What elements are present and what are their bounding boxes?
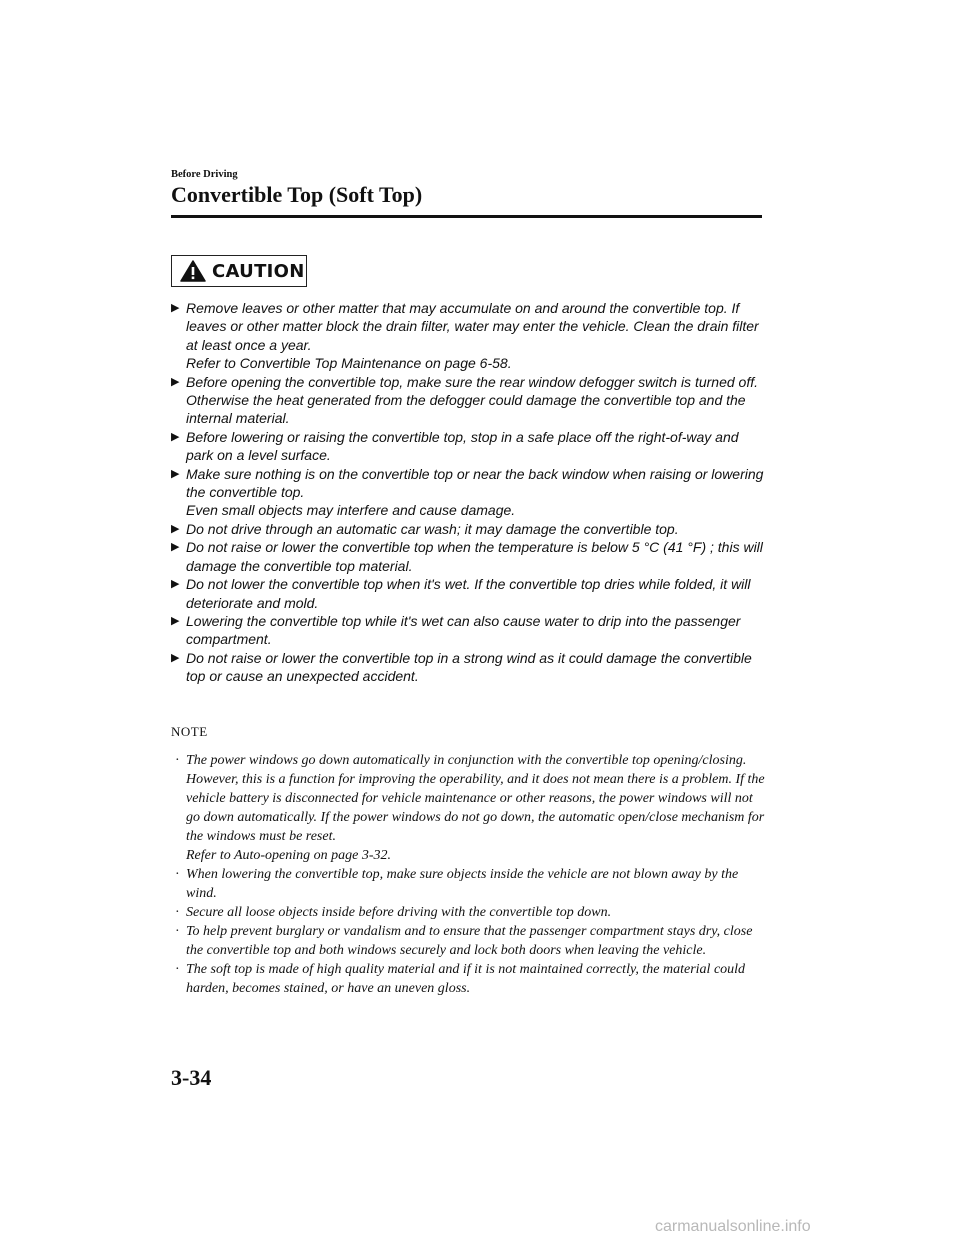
note-list bbox=[171, 751, 766, 998]
caution-item: ▶ Remove leaves or other matter that may accumulate on and around the convertible top. If leaves or other matter block the drain filter, water may enter the vehicle. Clean the drain filter at least once a year. Refer to Convertible Top Maintenance on page 6-58. bbox=[171, 300, 759, 372]
arrow-right-icon: ▶ bbox=[171, 430, 180, 443]
note-item: · To help prevent burglary or vandalism and to ensure that the passenger compartment stays dry, close the convertible top and both windows securely and lock both doors when leaving the vehicle. bbox=[175, 924, 753, 958]
caution-item: ▶ Do not raise or lower the convertible top when the temperature is below 5 °C (41 °F) ; this will damage the convertible top material. bbox=[171, 539, 763, 574]
caution-item: ▶ Lowering the convertible top while it's wet can also cause water to drip into the passenger compartment. bbox=[171, 612, 741, 648]
arrow-right-icon: ▶ bbox=[171, 375, 180, 388]
note-label: NOTE bbox=[171, 724, 208, 739]
arrow-right-icon: ▶ bbox=[171, 614, 180, 627]
caution-item: ▶ Do not raise or lower the convertible top in a strong wind as it could damage the convertible top or cause an unexpected accident. bbox=[171, 649, 752, 685]
caution-item: ▶ Before lowering or raising the convertible top, stop in a safe place off the right-of-way and park on a level surface. bbox=[171, 428, 739, 464]
page-title: Convertible Top (Soft Top) bbox=[171, 182, 423, 207]
caution-list bbox=[171, 299, 766, 686]
caution-extra: Even small objects may interfere and cause damage. bbox=[186, 502, 516, 519]
caution-reference: Refer to Convertible Top Maintenance on page 6-58. bbox=[186, 355, 512, 372]
caution-item: ▶ Before opening the convertible top, make sure the rear window defogger switch is turned off. Otherwise the heat generated from the defogger could damage the convertible top and the internal material. bbox=[171, 373, 758, 427]
caution-item: ▶ Do not lower the convertible top when it's wet. If the convertible top dries while folded, it will deteriorate and mold. bbox=[171, 576, 751, 611]
section-label: Before Driving bbox=[171, 169, 238, 180]
arrow-right-icon: ▶ bbox=[171, 578, 180, 591]
bullet-dot-icon: · bbox=[175, 924, 180, 939]
arrow-right-icon: ▶ bbox=[171, 651, 180, 664]
bullet-dot-icon: · bbox=[175, 867, 180, 882]
arrow-right-icon: ▶ bbox=[171, 522, 180, 535]
note-item: · The power windows go down automatically in conjunction with the convertible top opening/closing. However, this is a function for improving the operability, and it does not mean there is a problem. If the vehicle battery is disconnected for vehicle maintenance or other reasons, the power windows will not go down automatically. If the power windows do not go down, the automatic open/close mechanism for the windows must be reset. Refer to Auto-opening on page 3-32. bbox=[175, 753, 765, 863]
caution-label: CAUTION bbox=[212, 260, 305, 282]
warning-triangle-icon bbox=[180, 260, 206, 282]
arrow-right-icon: ▶ bbox=[171, 467, 180, 480]
note-reference: Refer to Auto-opening on page 3-32. bbox=[186, 848, 392, 863]
bullet-dot-icon: · bbox=[175, 753, 180, 768]
arrow-right-icon: ▶ bbox=[171, 302, 180, 314]
note-item: · Secure all loose objects inside before driving with the convertible top down. bbox=[175, 905, 612, 920]
note-item: · When lowering the convertible top, make sure objects inside the vehicle are not blown away by the wind. bbox=[175, 867, 739, 901]
footer-watermark[interactable]: carmanualsonline.info bbox=[655, 1218, 811, 1235]
caution-box bbox=[171, 255, 307, 287]
bullet-dot-icon: · bbox=[175, 905, 180, 920]
bullet-dot-icon: · bbox=[175, 962, 180, 977]
title-rule bbox=[171, 215, 762, 218]
arrow-right-icon: ▶ bbox=[171, 541, 180, 554]
note-item: · The soft top is made of high quality material and if it is not maintained correctly, the material could harden, becomes stained, or have an uneven gloss. bbox=[175, 962, 746, 996]
page-number: 3-34 bbox=[171, 1065, 212, 1090]
caution-item: ▶ Do not drive through an automatic car wash; it may damage the convertible top. bbox=[171, 520, 679, 537]
caution-item: ▶ Make sure nothing is on the convertible top or near the back window when raising or lowering the convertible top. Even small objects may interfere and cause damage. bbox=[171, 465, 764, 519]
